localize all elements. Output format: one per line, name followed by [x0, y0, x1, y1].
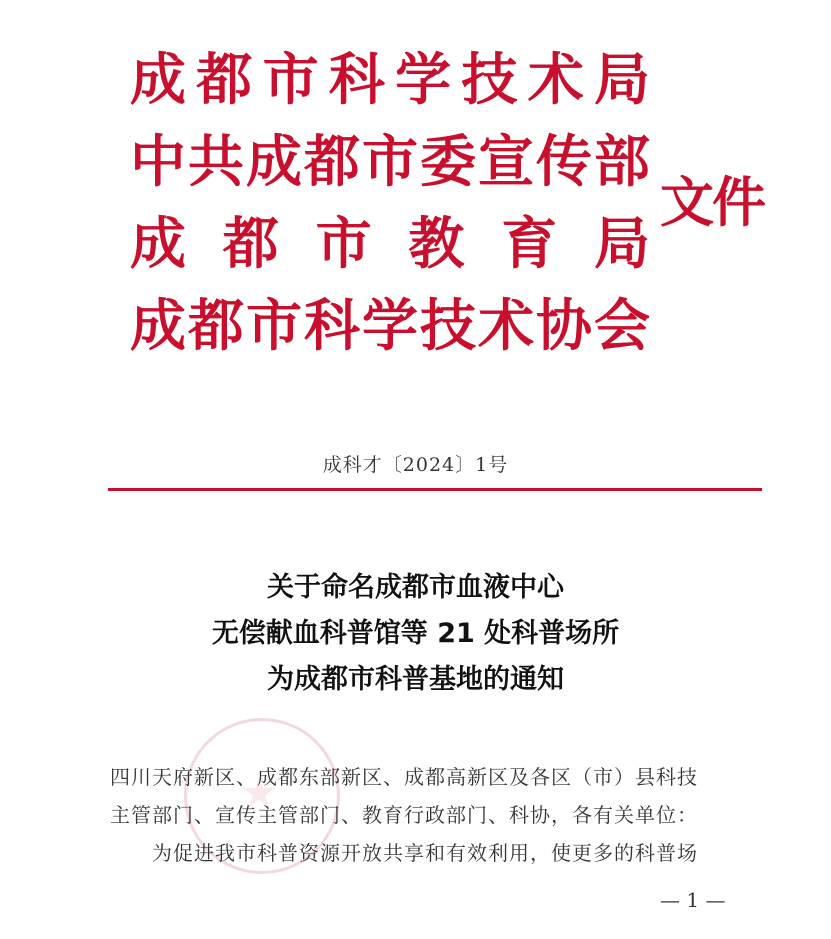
issuer-char: 教: [408, 212, 465, 277]
page-number: — 1 —: [660, 888, 726, 912]
issuer-char: 术: [527, 48, 584, 113]
issuer-char: 局: [593, 48, 650, 113]
body-line-3: 为促进我市科普资源开放共享和有效利用，使更多的科普场: [152, 841, 698, 865]
issuer-name-1: [130, 40, 650, 122]
issuer-char: 都: [196, 48, 253, 113]
issuer-char: 协: [536, 294, 592, 359]
issuer-char: 局: [593, 212, 650, 277]
issuer-char: 科: [328, 48, 385, 113]
issuer-name-4: [130, 286, 650, 368]
notice-title: [0, 565, 831, 703]
red-divider-line: [108, 488, 762, 491]
issuer-name-3: [130, 204, 650, 286]
issuer-char: 成: [130, 48, 186, 113]
issuer-char: 市: [315, 212, 372, 277]
issuer-char: 学: [395, 48, 452, 113]
issuer-char: 术: [478, 294, 534, 359]
issuer-char: 育: [501, 212, 558, 277]
title-line-1: 关于命名成都市血液中心: [267, 572, 564, 603]
issuer-char: 传: [536, 130, 592, 195]
issuer-char: 市: [262, 48, 319, 113]
issuer-name-2: [130, 122, 650, 204]
issuer-char: 都: [304, 130, 360, 195]
issuer-char: 共: [188, 130, 244, 195]
issuer-char: 会: [594, 294, 650, 359]
body-line-2: 主管部门、宣传主管部门、教育行政部门、科协，各有关单位：: [110, 803, 698, 827]
issuer-char: 委: [420, 130, 476, 195]
issuer-char: 中: [130, 130, 186, 195]
issuer-char: 都: [222, 212, 279, 277]
issuer-block: [130, 40, 650, 368]
issuer-char: 学: [362, 294, 418, 359]
issuer-char: 成: [130, 212, 186, 277]
issuer-char: 科: [304, 294, 360, 359]
issuer-char: 宣: [478, 130, 534, 195]
issuer-char: 部: [594, 130, 650, 195]
document-number: 成科才〔2024〕1号: [322, 454, 509, 476]
issuer-char: 成: [130, 294, 186, 359]
notice-body: [110, 758, 770, 872]
issuer-char: 市: [246, 294, 302, 359]
title-line-3: 为成都市科普基地的通知: [267, 664, 564, 695]
title-line-2: 无偿献血科普馆等 21 处科普场所: [211, 618, 620, 649]
issuer-char: 都: [188, 294, 244, 359]
issuer-char: 成: [246, 130, 302, 195]
issuer-char: 技: [461, 48, 518, 113]
issuer-char: 市: [362, 130, 418, 195]
document-type-label: 文件: [660, 171, 764, 234]
issuer-char: 技: [420, 294, 476, 359]
body-line-1: 四川天府新区、成都东部新区、成都高新区及各区（市）县科技: [110, 765, 698, 789]
